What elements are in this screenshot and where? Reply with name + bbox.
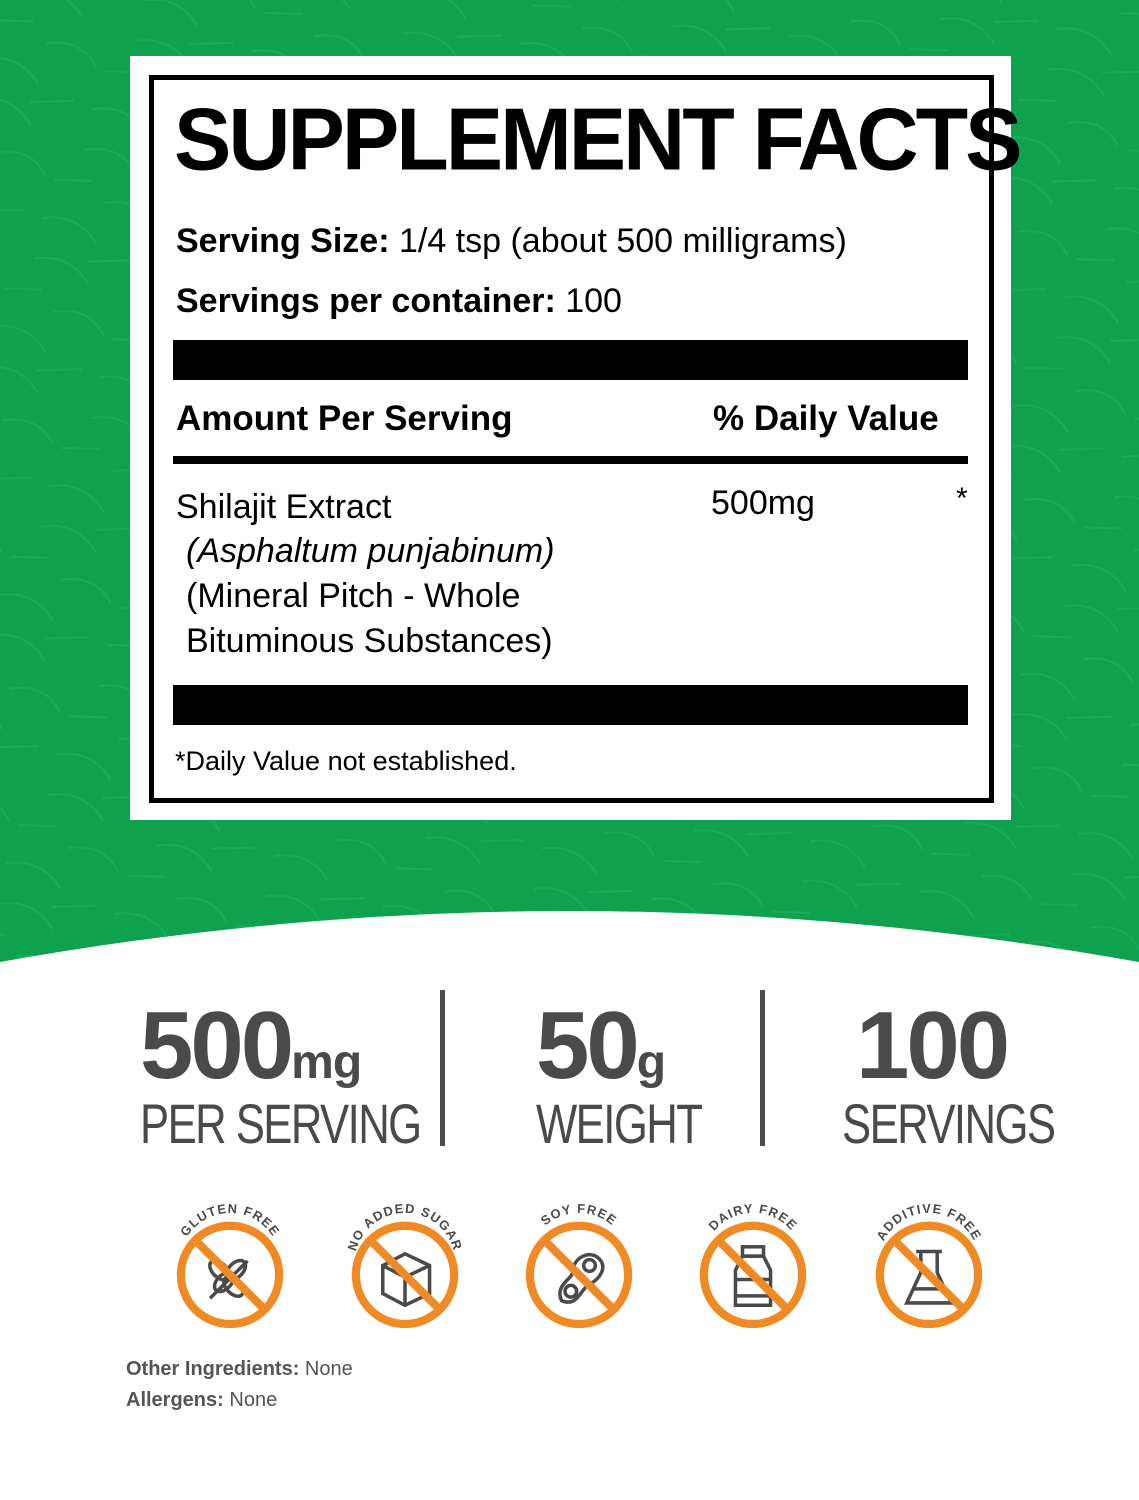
servings-label: Servings per container: (176, 282, 556, 320)
stat-unit: g (636, 1036, 666, 1089)
stat-label: PER SERVING (140, 1092, 421, 1155)
other-ingredients-value: None (304, 1358, 353, 1380)
servings-value: 100 (565, 282, 622, 320)
serving-size-label: Serving Size: (176, 222, 390, 260)
ingredient-description-1: (Mineral Pitch - Whole (186, 577, 521, 615)
badge-label: DAIRY FREE (705, 1200, 801, 1234)
supplement-facts-panel (130, 56, 1020, 820)
allergens-line (126, 1389, 277, 1412)
stat-unit: mg (291, 1036, 362, 1089)
badge-label: ADDITIVE FREE (873, 1200, 985, 1244)
stat-number: 500 (140, 992, 292, 1099)
footnote: *Daily Value not established. (175, 746, 517, 776)
other-ingredients-line (126, 1358, 353, 1381)
wheat-icon (206, 1257, 249, 1300)
serving-size-line (176, 222, 847, 261)
divider-bar-top (173, 340, 968, 380)
divider-bar-header (173, 456, 968, 464)
amount-per-serving-header: Amount Per Serving (176, 399, 513, 438)
stat-number: 100 (856, 992, 1008, 1099)
ingredient-amount: 500mg (711, 484, 815, 522)
ingredient-dv: * (956, 482, 968, 515)
stat-divider (440, 990, 445, 1146)
badge-label: GLUTEN FREE (177, 1200, 284, 1240)
badge-soybean (514, 1186, 644, 1331)
allergens-label: Allergens: (126, 1389, 224, 1411)
badge-label: NO ADDED SUGAR (344, 1200, 466, 1253)
allergens-value: None (229, 1389, 278, 1411)
ingredient-name: Shilajit Extract (176, 488, 392, 526)
svg-text:GLUTEN FREE (177, 1201, 283, 1239)
facts-title: SUPPLEMENT FACTS (174, 90, 1020, 189)
other-ingredients-label: Other Ingredients: (126, 1358, 300, 1380)
stat-number: 50 (536, 992, 637, 1099)
divider-bar-bottom (173, 685, 968, 725)
serving-size-value: 1/4 tsp (about 500 milligrams) (398, 222, 847, 260)
badge-flask (864, 1186, 994, 1331)
stat-label: WEIGHT (536, 1092, 702, 1155)
badge-label: SOY FREE (537, 1200, 621, 1229)
servings-per-container-line (176, 282, 622, 321)
stat-divider (760, 990, 765, 1146)
ingredient-description-2: Bituminous Substances) (186, 622, 553, 660)
badge-milk-bottle (688, 1186, 818, 1331)
badge-sugar-cube (340, 1186, 470, 1331)
badge-wheat (165, 1186, 295, 1331)
daily-value-header: % Daily Value (713, 399, 939, 438)
ingredient-latin-name: (Asphaltum punjabinum) (186, 532, 555, 570)
stat-label: SERVINGS (842, 1092, 1055, 1155)
